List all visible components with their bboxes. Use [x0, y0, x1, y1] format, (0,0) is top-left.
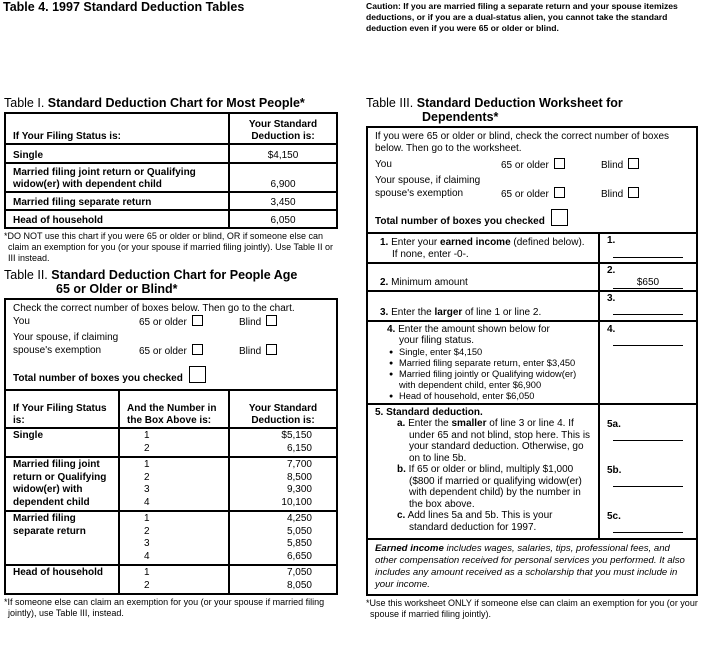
line-text: Enter your — [391, 237, 441, 248]
table-row — [5, 210, 337, 228]
list-item: ● Married filing separate return, enter $3,450 — [387, 358, 591, 369]
box-number-cell — [119, 428, 229, 457]
you-blind-checkbox[interactable] — [266, 315, 277, 326]
page-title: Table 4. 1997 Standard Deduction Tables — [3, 0, 245, 14]
box-number: 1 — [144, 567, 150, 578]
line-4-input[interactable] — [613, 335, 683, 346]
list-item: ● Single, enter $4,150 — [387, 347, 591, 358]
deduction-amount: 7,050 — [286, 567, 312, 578]
total-boxes-input[interactable] — [551, 209, 568, 226]
line-text: Add lines 5a and 5b. This is your standard deduction for 1997. — [407, 510, 553, 533]
table2-header-number: And the Number in the Box Above is: — [119, 390, 229, 428]
line-text: If 65 or older or blind, multiply $1,000 ($800 if married or qualifying widow(er) with dependent child) by the number in the box above. — [408, 464, 582, 510]
box-number: 3 — [144, 484, 150, 495]
table3-checkbox-section — [366, 126, 698, 234]
status-cell: Head of household — [5, 210, 229, 228]
table2-title: Standard Deduction Chart for People Age — [51, 268, 298, 282]
you-65-checkbox[interactable] — [192, 315, 203, 326]
table-row — [5, 163, 337, 192]
line-text: Enter the amount shown below for your filing status. — [398, 323, 550, 346]
table2-checkbox-section — [4, 298, 338, 391]
spouse-label: Your spouse, if claiming — [375, 175, 481, 186]
deduction-cell: 6,050 — [229, 210, 337, 228]
table2-title-line2: 65 or Older or Blind* — [56, 282, 178, 296]
table-row — [5, 457, 337, 511]
table3-title-line2: Dependents* — [422, 110, 499, 124]
box-number: 2 — [144, 442, 150, 454]
deduction-amount: 5,050 — [286, 525, 312, 537]
table-row — [5, 144, 337, 163]
blind-label: Blind — [239, 317, 262, 328]
worksheet-line-3 — [367, 291, 697, 321]
status-cell: Married filing separate return — [5, 192, 229, 210]
line-ref: 5b. — [607, 464, 622, 476]
deduction-amount: 5,850 — [286, 538, 312, 549]
line-text-bold: larger — [434, 307, 463, 318]
line-5c-input[interactable] — [613, 522, 683, 533]
spouse-65-checkbox[interactable] — [192, 344, 203, 355]
line-ref: 4. — [607, 323, 616, 335]
filing-status-list — [375, 347, 591, 402]
age-label: 65 or older — [139, 346, 187, 357]
line-ref: 2. — [607, 265, 616, 276]
table1-label: Table I. — [4, 96, 45, 110]
box-number: 4 — [144, 550, 150, 562]
you-blind-checkbox[interactable] — [628, 158, 639, 169]
box-number: 1 — [144, 430, 150, 441]
table2-label: Table II. — [4, 268, 48, 282]
deduction-cell — [229, 565, 337, 594]
line-letter: a. — [397, 418, 406, 429]
you-label: You — [13, 316, 30, 327]
line-2-value: $650 — [613, 278, 683, 289]
box-number-cell — [119, 565, 229, 594]
age-label: 65 or older — [501, 160, 549, 171]
line-ref: 1. — [607, 235, 616, 246]
deduction-amount: 9,300 — [286, 484, 312, 495]
worksheet-line-1 — [367, 233, 697, 263]
deduction-cell: 6,900 — [229, 163, 337, 192]
worksheet-line-4 — [367, 321, 697, 404]
line-number: 3. — [380, 307, 389, 318]
blind-label: Blind — [601, 160, 624, 171]
box-number: 1 — [144, 459, 150, 470]
deduction-amount: 8,050 — [286, 579, 312, 591]
line-text: (defined below). If none, enter -0-. — [392, 237, 585, 260]
list-item: ● Head of household, enter $6,050 — [387, 391, 591, 402]
table2-header-deduction: Your Standard Deduction is: — [229, 390, 337, 428]
earned-income-definition — [367, 539, 697, 595]
line-number: 5. — [375, 406, 384, 418]
table1-footnote: *DO NOT use this chart if you were 65 or older or blind, OR if someone else can claim an exemption for you (or your spouse if married filing jointly). Use Table II or III instead. — [4, 231, 333, 263]
deduction-amount: 10,100 — [281, 496, 312, 508]
table2-heading — [4, 268, 338, 296]
deduction-cell — [229, 511, 337, 565]
you-65-checkbox[interactable] — [554, 158, 565, 169]
deduction-amount: 6,650 — [286, 550, 312, 562]
line-ref: 5c. — [607, 510, 621, 522]
table-row — [5, 428, 337, 457]
you-label: You — [375, 159, 392, 170]
status-cell: Married filing separate return — [5, 511, 119, 565]
table3-title: Standard Deduction Worksheet for — [416, 96, 623, 110]
box-number: 2 — [144, 471, 150, 483]
spouse-label-line2: spouse's exemption — [375, 188, 464, 199]
line-number: 4. — [387, 323, 396, 335]
table3-footnote: *Use this worksheet ONLY if someone else can claim an exemption for you (or your spouse if married filing jointly). — [366, 597, 698, 619]
deduction-amount: 6,150 — [286, 442, 312, 454]
worksheet-line-5 — [367, 404, 697, 539]
age-label: 65 or older — [501, 189, 549, 200]
earned-income-term: Earned income — [375, 542, 444, 554]
total-label: Total number of boxes you checked — [375, 216, 545, 227]
line-number: 2. — [380, 277, 389, 288]
box-number: 3 — [144, 538, 150, 549]
line-text: Enter the — [391, 307, 435, 318]
line-ref: 3. — [607, 292, 616, 304]
line-text: of line 3 or line 4. If under 65 and not blind, stop here. This is your standard deduction. Otherwise, go on to line 5b. — [409, 418, 591, 464]
table2-footnote: *If someone else can claim an exemption for you (or your spouse if married filing jointly), use Table III, instead. — [4, 597, 325, 618]
blind-label: Blind — [601, 189, 624, 200]
status-cell: Married filing joint return or Qualifying widow(er) with dependent child — [5, 163, 229, 192]
status-cell: Head of household — [5, 565, 119, 594]
table1 — [4, 112, 338, 229]
age-label: 65 or older — [139, 317, 187, 328]
right-column — [366, 96, 698, 620]
spouse-label-line2: spouse's exemption — [13, 345, 102, 356]
table3-heading — [366, 96, 698, 124]
status-cell: Single — [5, 144, 229, 163]
table3-label: Table III. — [366, 96, 414, 110]
left-column — [4, 96, 338, 619]
line-text-bold: smaller — [451, 418, 487, 429]
line-text: Enter the — [408, 418, 452, 429]
line-3-input[interactable] — [613, 304, 683, 315]
table1-header-status: If Your Filing Status is: — [5, 113, 229, 144]
table2-header-status: If Your Filing Status is: — [5, 390, 119, 428]
spouse-blind-checkbox[interactable] — [628, 187, 639, 198]
box-number: 2 — [144, 579, 150, 591]
total-boxes-input[interactable] — [189, 366, 206, 383]
box-number: 4 — [144, 496, 150, 508]
deduction-cell: 3,450 — [229, 192, 337, 210]
box-number: 1 — [144, 513, 150, 524]
line-5b-input[interactable] — [613, 476, 683, 487]
earned-income-text: includes wages, salaries, tips, professional fees, and other compensation received for personal services you performed. It also includes any amount received as a scholarship that you must include in your income. — [375, 542, 685, 590]
deduction-amount: $5,150 — [281, 430, 312, 441]
line-ref: 5a. — [607, 418, 621, 430]
line-5a-input[interactable] — [613, 430, 683, 441]
worksheet-table — [366, 232, 698, 596]
deduction-cell — [229, 457, 337, 511]
line-1-input[interactable] — [613, 247, 683, 258]
line-title: Standard deduction. — [386, 406, 483, 418]
line-text: Minimum amount — [391, 277, 468, 288]
line-text: of line 1 or line 2. — [462, 307, 542, 318]
spouse-65-checkbox[interactable] — [554, 187, 565, 198]
line-number: 1. — [380, 237, 389, 248]
table2-instructions: Check the correct number of boxes below. Then go to the chart. — [13, 303, 295, 314]
line-letter: c. — [397, 510, 406, 521]
blind-label: Blind — [239, 346, 262, 357]
worksheet-line-2 — [367, 263, 697, 291]
deduction-amount: 8,500 — [286, 471, 312, 483]
deduction-amount: 7,700 — [286, 459, 312, 470]
table2 — [4, 389, 338, 595]
total-label: Total number of boxes you checked — [13, 373, 183, 384]
spouse-label: Your spouse, if claiming — [13, 332, 119, 343]
status-cell: Married filing joint return or Qualifying widow(er) with dependent child — [5, 457, 119, 511]
box-number-cell — [119, 457, 229, 511]
table1-title: Standard Deduction Chart for Most People* — [47, 96, 305, 110]
status-cell: Single — [5, 428, 119, 457]
caution-note: Caution: If you are married filing a separate return and your spouse itemizes deductions, or if you are a dual-status alien, you cannot take the standard deduction even if you were 65 or older or blind. — [366, 1, 678, 33]
table3-instructions: If you were 65 or older or blind, check the correct number of boxes below. Then go to the worksheet. — [375, 131, 670, 154]
deduction-amount: 4,250 — [286, 513, 312, 524]
deduction-cell: $4,150 — [229, 144, 337, 163]
line-text-bold: earned income — [440, 237, 511, 248]
spouse-blind-checkbox[interactable] — [266, 344, 277, 355]
box-number: 2 — [144, 525, 150, 537]
table-row — [5, 565, 337, 594]
table1-heading — [4, 96, 338, 110]
box-number-cell — [119, 511, 229, 565]
list-item: ● Married filing jointly or Qualifying widow(er) with dependent child, enter $6,900 — [387, 369, 591, 391]
table1-header-deduction: Your Standard Deduction is: — [229, 113, 337, 144]
table-row — [5, 511, 337, 565]
table-row — [5, 192, 337, 210]
deduction-cell — [229, 428, 337, 457]
line-letter: b. — [397, 464, 406, 475]
